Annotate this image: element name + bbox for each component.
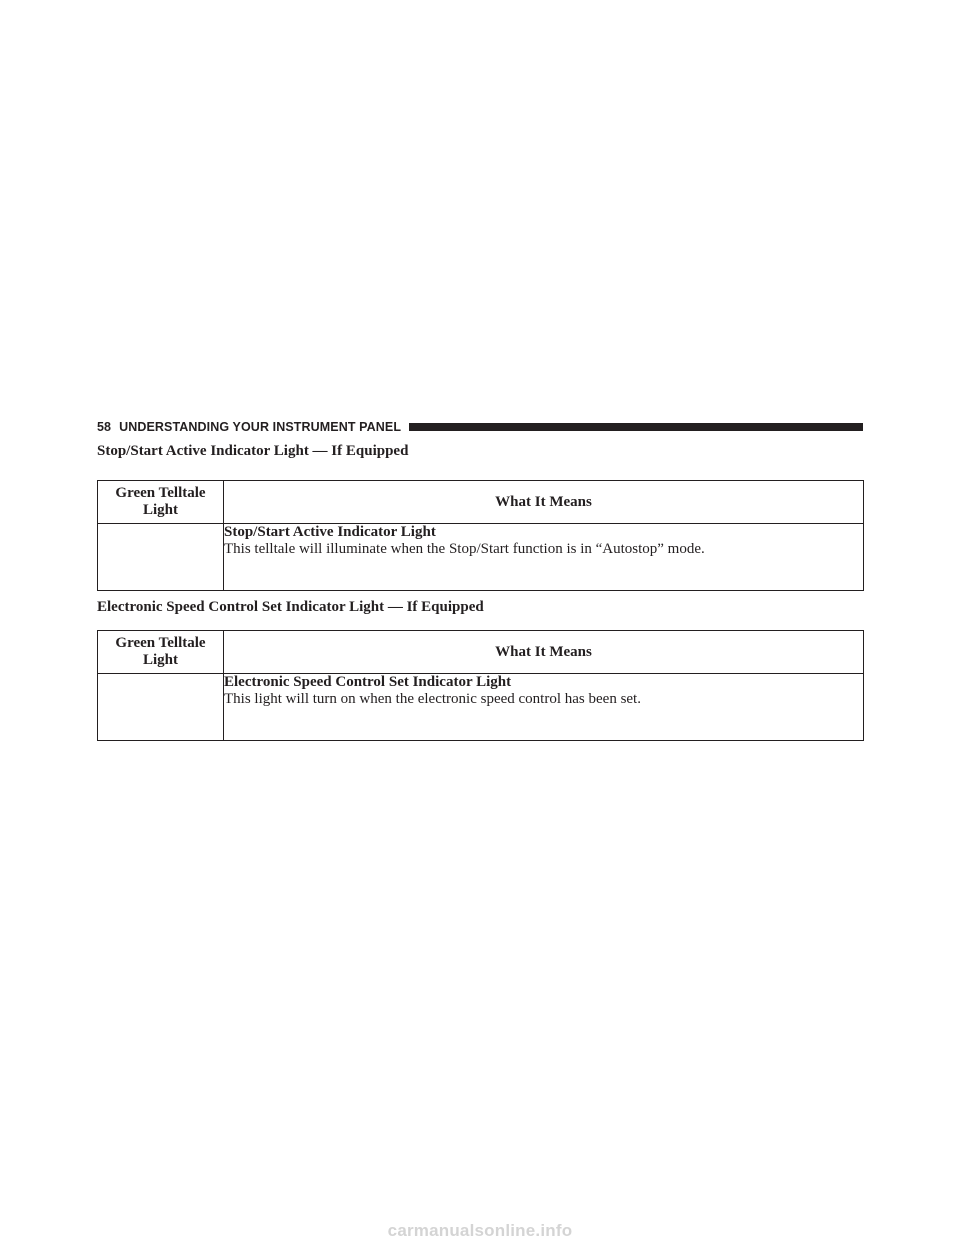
page-number: 58 [97, 420, 112, 434]
telltale-icon-cell [98, 674, 224, 741]
header-rule [409, 423, 863, 431]
table-row [98, 674, 864, 741]
column-header-telltale: Green Telltale Light [98, 631, 224, 674]
telltale-name: Stop/Start Active Indicator Light [224, 524, 436, 540]
telltale-description-cell [224, 524, 864, 591]
section-title-speed-control: Electronic Speed Control Set Indicator Light — If Equipped [97, 599, 484, 615]
telltale-name: Electronic Speed Control Set Indicator Light [224, 674, 512, 690]
column-header-telltale: Green Telltale Light [98, 481, 224, 524]
telltale-description: This telltale will illuminate when the Stop/Start function is in “Autostop” mode. [224, 541, 705, 557]
section-title-stop-start: Stop/Start Active Indicator Light — If Equipped [97, 443, 409, 459]
telltale-description: This light will turn on when the electronic speed control has been set. [224, 691, 641, 707]
column-header-what-it-means: What It Means [224, 481, 864, 524]
telltale-table-stop-start [97, 480, 864, 591]
telltale-table-speed-control [97, 630, 864, 741]
running-section-title: UNDERSTANDING YOUR INSTRUMENT PANEL [119, 420, 402, 434]
column-header-what-it-means: What It Means [224, 631, 864, 674]
table-header-row [98, 631, 864, 674]
table-header-row [98, 481, 864, 524]
page-header [97, 419, 863, 435]
watermark: carmanualsonline.info [387, 1221, 573, 1240]
telltale-icon-cell [98, 524, 224, 591]
telltale-description-cell [224, 674, 864, 741]
table-row [98, 524, 864, 591]
